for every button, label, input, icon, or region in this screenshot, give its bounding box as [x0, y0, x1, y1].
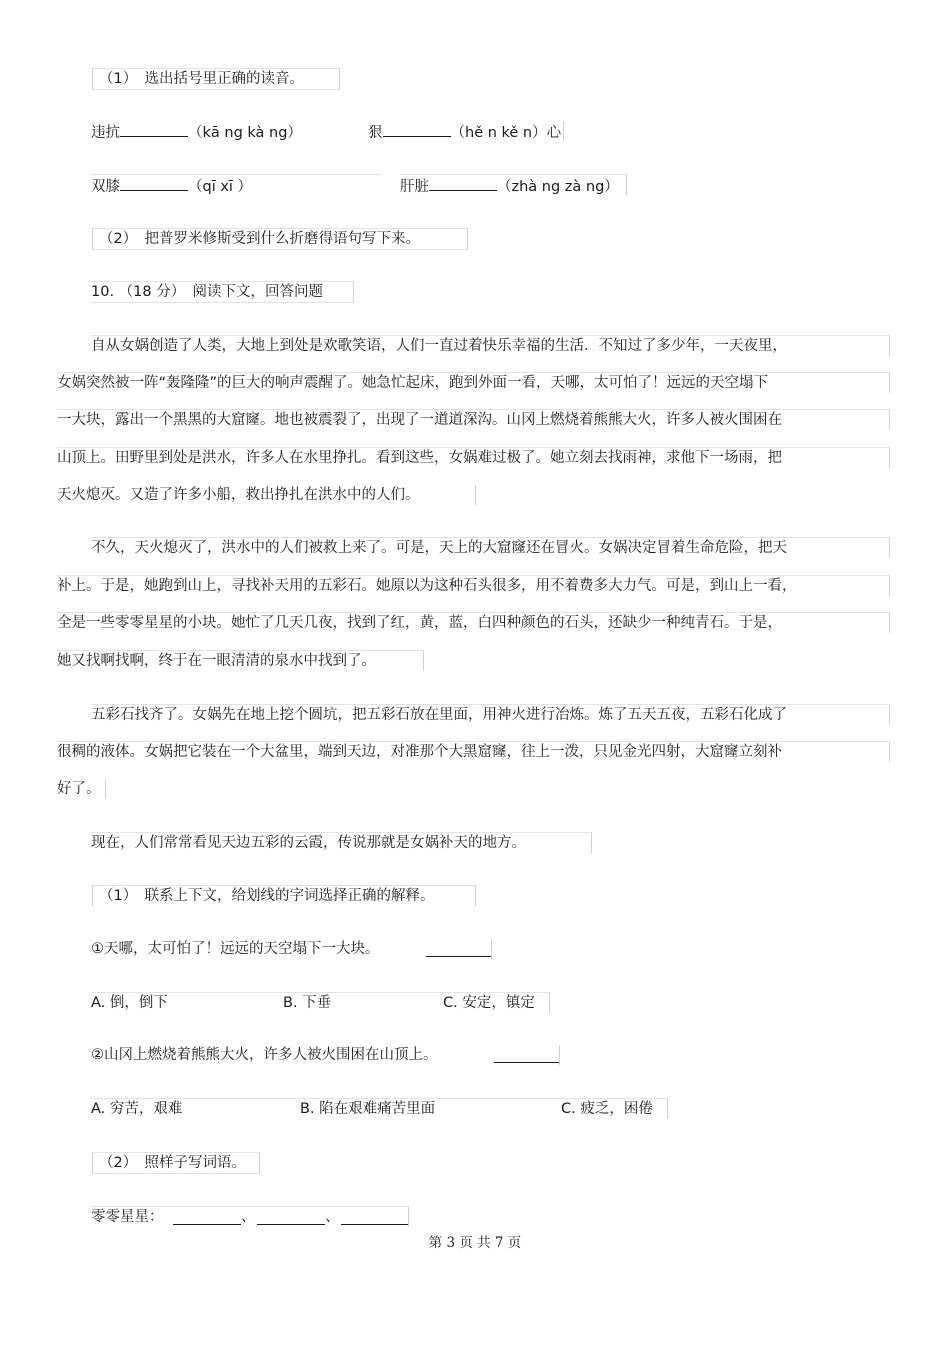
item-options: （hě n kě n）心	[450, 125, 562, 141]
passage-text: 天火熄灭。又造了许多小船，救出挣扎在洪水中的人们。	[57, 487, 420, 503]
question-10-1-label	[92, 885, 476, 906]
answer-blank-2[interactable]	[257, 1209, 325, 1225]
question-10-2-answer-row	[91, 1206, 409, 1227]
item-word: 双膝	[91, 179, 120, 195]
question-10-2-label	[92, 1152, 260, 1174]
item-word: 狠	[368, 125, 383, 141]
pinyin-item-1	[91, 121, 302, 141]
question-10-1b	[91, 1045, 560, 1065]
question-sentence: ①天哪，太可怕了！远远的天空塌下一大块。	[91, 941, 380, 957]
passage-line	[57, 779, 106, 799]
question-heading-text: 10. （18 分） 阅读下文，回答问题	[91, 284, 323, 300]
passage-line	[91, 537, 890, 558]
option-c[interactable]: C. 安定，镇定	[443, 995, 535, 1011]
answer-blank[interactable]	[383, 121, 451, 137]
passage-text: 补上。于是，她跑到山上，寻找补天用的五彩石。她原以为这种石头很多，用不着费多大力气。可是，到山上一看，	[57, 578, 797, 594]
item-options: （zhà ng zà ng）	[497, 179, 619, 195]
pinyin-item-2	[368, 121, 564, 141]
passage-text: 一大块，露出一个黑黑的大窟窿。地也被震裂了，出现了一道道深沟。山冈上燃烧着熊熊大火，许多人被火围困在	[57, 412, 782, 428]
item-options: （qī xī ）	[188, 179, 253, 195]
answer-blank[interactable]	[494, 1047, 559, 1063]
passage-line	[57, 409, 890, 430]
question-10-1b-options	[91, 1098, 668, 1119]
passage-line	[91, 704, 890, 725]
passage-paragraph-4	[91, 832, 592, 853]
passage-text: 全是一些零零星星的小块。她忙了几天几夜，找到了红，黄，蓝，白四种颜色的石头，还缺少一种纯青石。于是，	[57, 615, 782, 631]
answer-blank[interactable]	[120, 121, 188, 137]
pinyin-item-4	[400, 174, 627, 195]
passage-line	[57, 741, 890, 762]
option-b[interactable]: B. 下垂	[283, 995, 332, 1011]
question-10-1a-options	[91, 992, 550, 1013]
question-sentence: ②山冈上燃烧着熊熊大火，许多人被火围困在山顶上。	[91, 1047, 438, 1063]
passage-line	[57, 372, 890, 393]
option-b[interactable]: B. 陷在艰难痛苦里面	[300, 1101, 436, 1117]
question-label-text: （2） 把普罗米修斯受到什么折磨得语句写下来。	[99, 231, 420, 247]
option-a[interactable]: A. 穷苦，艰难	[91, 1101, 183, 1117]
passage-text: 现在，人们常常看见天边五彩的云霞，传说那就是女娲补天的地方。	[91, 835, 526, 851]
page-footer	[0, 1233, 950, 1253]
separator: 、	[325, 1209, 340, 1225]
answer-blank[interactable]	[426, 941, 491, 957]
item-word: 肝脏	[400, 179, 429, 195]
question-9-1-label	[92, 68, 340, 90]
item-options: （kā ng kà ng）	[188, 125, 302, 141]
separator: 、	[241, 1209, 256, 1225]
answer-blank-1[interactable]	[173, 1209, 241, 1225]
passage-text: 五彩石找齐了。女娲先在地上挖个圆坑，把五彩石放在里面，用神火进行冶炼。炼了五天五夜，五彩石化成了	[91, 707, 787, 723]
passage-line	[91, 335, 890, 356]
question-10-heading	[91, 281, 354, 303]
passage-text: 不久，天火熄灭了，洪水中的人们被救上来了。可是，天上的大窟窿还在冒火。女娲决定冒着生命危险，把天	[91, 540, 787, 556]
passage-line	[57, 612, 890, 633]
item-word: 违抗	[91, 125, 120, 141]
pinyin-item-3	[91, 174, 381, 195]
question-label-text: （2） 照样子写词语。	[99, 1155, 246, 1171]
passage-line	[57, 447, 890, 468]
question-10-1a	[91, 939, 492, 959]
answer-blank[interactable]	[429, 175, 497, 191]
passage-text: 很稠的液体。女娲把它装在一个大盆里，端到天边，对准那个大黑窟窿，往上一泼，只见金光四射，大窟窿立刻补	[57, 744, 782, 760]
question-label-text: （1） 联系上下文，给划线的字词选择正确的解释。	[99, 888, 435, 904]
passage-text: 山顶上。田野里到处是洪水，许多人在水里挣扎。看到这些，女娲难过极了。她立刻去找雨神，求他下一场雨，把	[57, 450, 782, 466]
answer-blank-3[interactable]	[341, 1209, 408, 1225]
passage-line	[57, 485, 476, 505]
passage-text: 好了。	[57, 781, 101, 797]
passage-text: 女娲突然被一阵“轰隆隆”的巨大的响声震醒了。她急忙起床，跑到外面一看，天哪，太可怕了！远远的天空塌下	[57, 375, 769, 391]
passage-text: 自从女娲创造了人类，大地上到处是欢歌笑语，人们一直过着快乐幸福的生活．不知过了多少年，一天夜里，	[91, 338, 787, 354]
option-a[interactable]: A. 倒，倒下	[91, 995, 168, 1011]
question-9-2-label	[92, 228, 468, 250]
passage-line	[57, 650, 424, 671]
page-number: 第 3 页 共 7 页	[428, 1235, 522, 1251]
answer-blank[interactable]	[120, 175, 188, 191]
passage-line	[57, 575, 890, 596]
passage-text: 她又找啊找啊，终于在一眼清清的泉水中找到了。	[57, 653, 376, 669]
example-word: 零零星星：	[91, 1209, 164, 1225]
option-c[interactable]: C. 疲乏，困倦	[561, 1101, 653, 1117]
question-label-text: （1） 选出括号里正确的读音。	[99, 71, 304, 87]
